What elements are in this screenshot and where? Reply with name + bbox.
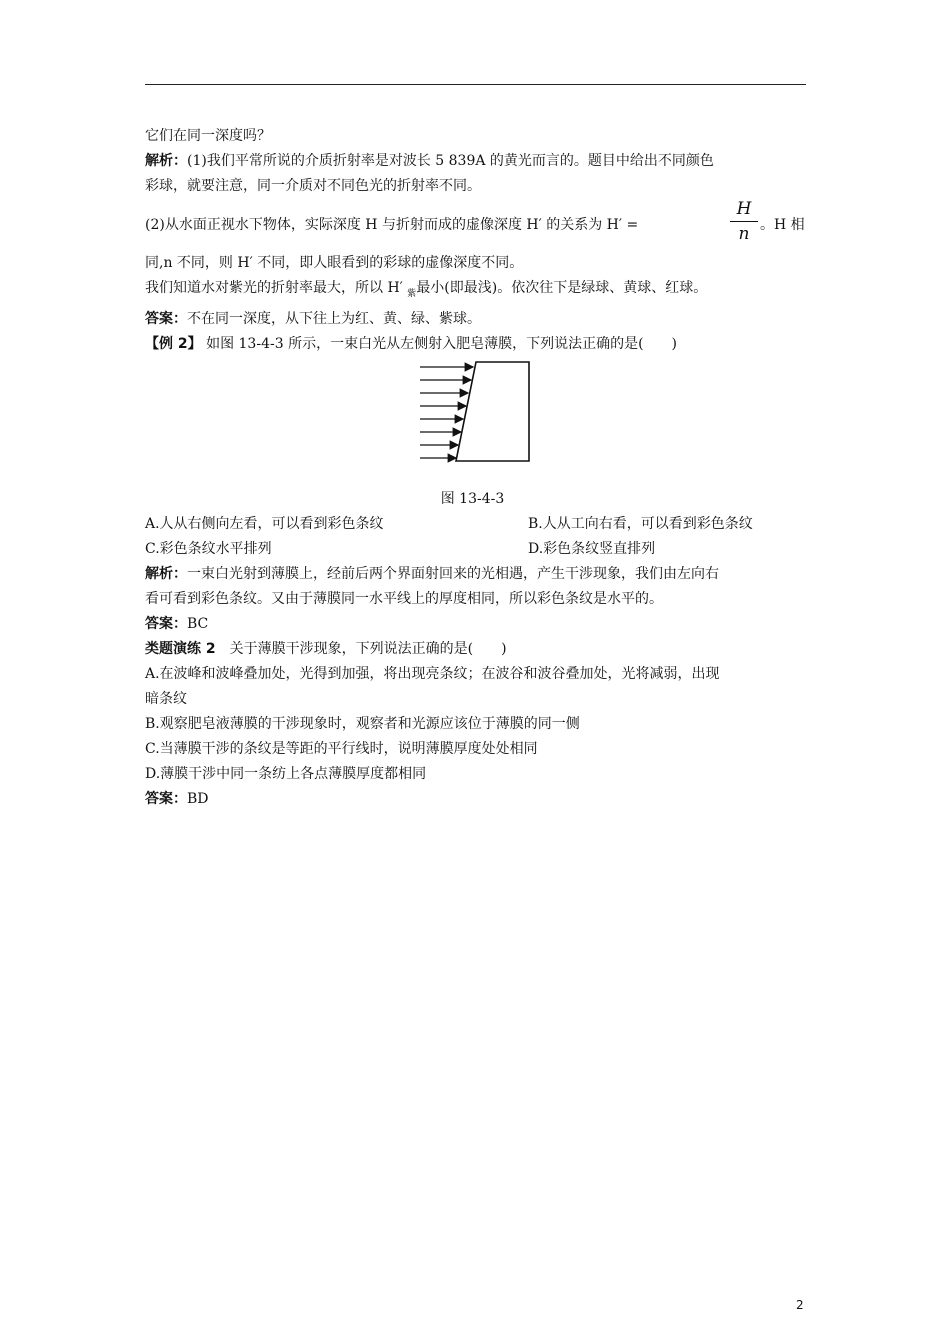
practice-option-c: C.当薄膜干涉的条纹是等距的平行线时，说明薄膜厚度处处相同 [145, 740, 538, 757]
fraction-h-over-n [730, 199, 758, 244]
subscript-violet: 紫 [407, 288, 417, 299]
analysis-label: 解析： [145, 153, 187, 169]
formula-after: 。H 相 [760, 217, 805, 233]
option-a: A.人从右侧向左看，可以看到彩色条纹 [145, 515, 384, 532]
analysis-formula-line [145, 199, 810, 251]
page-content [145, 124, 810, 812]
answer-1 [145, 307, 810, 332]
analysis-4 [145, 276, 810, 307]
fraction-denominator: n [738, 224, 750, 244]
figure-caption: 图 13-4-3 [440, 490, 505, 507]
soap-film-diagram [418, 361, 538, 471]
question-tail: 它们在同一深度吗？ [145, 128, 271, 144]
page-number: 2 [796, 1298, 804, 1312]
practice-2 [145, 637, 810, 662]
practice-2-text: 关于薄膜干涉现象，下列说法正确的是( ) [215, 640, 507, 657]
answer-label-3: 答案： [145, 790, 187, 807]
analysis-4a: 我们知道水对紫光的折射率最大，所以 H′ [145, 280, 408, 296]
answer-2-text: BC [187, 615, 209, 632]
option-c: C.彩色条纹水平排列 [145, 540, 272, 557]
answer-2 [145, 612, 810, 637]
options-row-1 [145, 512, 810, 537]
option-b: B.人从工向右看，可以看到彩色条纹 [528, 515, 753, 532]
analysis-example-2b: 看可看到彩色条纹。又由于薄膜同一水平线上的厚度相同，所以彩色条纹是水平的。 [145, 590, 663, 607]
practice-label: 类题演练 2 [145, 640, 216, 657]
analysis-1 [145, 149, 810, 174]
analysis-example-2 [145, 562, 810, 587]
header-rule [145, 84, 806, 85]
analysis-3: 同,n 不同，则 H′ 不同，即人眼看到的彩球的虚像深度不同。 [145, 255, 524, 271]
answer-label-2: 答案： [145, 615, 187, 632]
example-label: 【例 2】 [145, 335, 202, 352]
formula-text: (2)从水面正视水下物体，实际深度 H 与折射而成的虚像深度 H′ 的关系为 H′ = [145, 217, 639, 233]
option-d: D.彩色条纹竖直排列 [528, 540, 656, 557]
film-trapezoid [456, 362, 529, 461]
analysis-4b: 最小(即最浅)。依次往下是绿球、黄球、红球。 [416, 280, 708, 296]
practice-option-d: D.薄膜干涉中同一条纺上各点薄膜厚度都相同 [145, 765, 427, 782]
figure-soap-film [145, 357, 810, 487]
answer-3-text: BD [187, 790, 209, 807]
options-row-2 [145, 537, 810, 562]
answer-1-text: 不在同一深度，从下往上为红、黄、绿、紫球。 [187, 310, 481, 327]
answer-label: 答案： [145, 310, 187, 327]
example-2 [145, 332, 810, 357]
practice-option-a-cont: 暗条纹 [145, 690, 187, 707]
fraction-bar [730, 221, 758, 222]
analysis-ex2-text: 一束白光射到薄膜上，经前后两个界面射回来的光相遇，产生干涉现象，我们由左向右 [187, 565, 719, 582]
answer-3 [145, 787, 810, 812]
practice-option-b: B.观察肥皂液薄膜的干涉现象时，观察者和光源应该位于薄膜的同一侧 [145, 715, 580, 732]
practice-option-a: A.在波峰和波峰叠加处，光得到加强，将出现亮条纹；在波谷和波谷叠加处，光将减弱，出现 [145, 665, 720, 682]
analysis-2: 彩球，就要注意，同一介质对不同色光的折射率不同。 [145, 178, 481, 194]
analysis-label-2: 解析： [145, 565, 187, 582]
fraction-numerator: H [736, 199, 752, 219]
example-2-text: 如图 13-4-3 所示，一束白光从左侧射入肥皂薄膜，下列说法正确的是( ) [201, 335, 677, 352]
analysis-1-text: (1)我们平常所说的介质折射率是对波长 5 839A 的黄光而言的。题目中给出不同颜色 [187, 153, 714, 169]
